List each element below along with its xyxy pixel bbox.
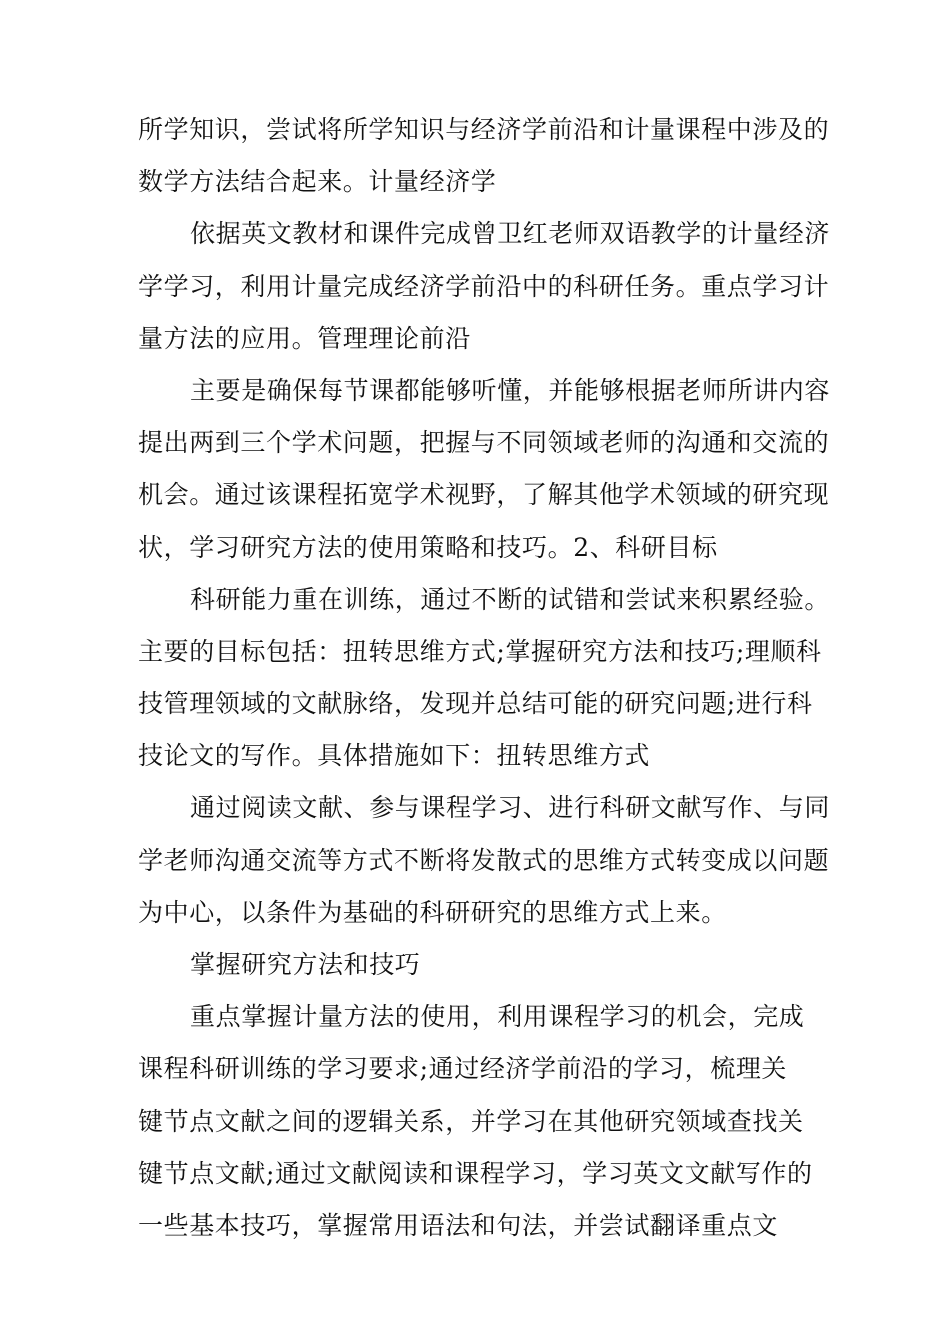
text-line-14: 通过阅读文献、参与课程学习、进行科研文献写作、与同 [190,793,831,823]
text-line-19: 课程科研训练的学习要求;通过经济学前沿的学习，梳理关 [138,1054,788,1084]
text-line-8: 机会。通过该课程拓宽学术视野，了解其他学术领域的研究现 [138,480,830,510]
text-line-13: 技论文的写作。具体措施如下：扭转思维方式 [138,741,651,771]
text-line-20: 键节点文献之间的逻辑关系，并学习在其他研究领域查找关 [138,1106,804,1136]
text-line-11: 主要的目标包括：扭转思维方式;掌握研究方法和技巧;理顺科 [138,636,822,666]
text-line-17: 掌握研究方法和技巧 [190,950,421,979]
text-line-2: 数学方法结合起来。计量经济学 [138,167,497,197]
text-line-10: 科研能力重在训练，通过不断的试错和尝试来积累经验。 [190,584,831,614]
text-line-4: 学学习，利用计量完成经济学前沿中的科研任务。重点学习计 [138,271,830,301]
body-text [138,104,838,1252]
text-line-16: 为中心，以条件为基础的科研研究的思维方式上来。 [138,897,727,927]
text-line-12: 技管理领域的文献脉络，发现并总结可能的研究问题;进行科 [138,689,813,719]
text-line-18: 重点掌握计量方法的使用，利用课程学习的机会，完成 [190,1002,805,1032]
text-line-21: 键节点文献;通过文献阅读和课程学习，学习英文文献写作的 [138,1158,813,1188]
text-line-22: 一些基本技巧，掌握常用语法和句法，并尝试翻译重点文 [138,1210,779,1240]
text-line-5: 量方法的应用。管理理论前沿 [138,323,471,353]
text-line-15: 学老师沟通交流等方式不断将发散式的思维方式转变成以问题 [138,845,830,875]
text-line-6: 主要是确保每节课都能够听懂，并能够根据老师所讲内容 [190,375,831,405]
text-line-1: 所学知识，尝试将所学知识与经济学前沿和计量课程中涉及的 [138,115,830,144]
text-line-9: 状，学习研究方法的使用策略和技巧。2、科研目标 [138,532,718,562]
text-line-7: 提出两到三个学术问题，把握与不同领域老师的沟通和交流的 [138,428,830,458]
text-line-3: 依据英文教材和课件完成曾卫红老师双语教学的计量经济 [190,219,831,249]
